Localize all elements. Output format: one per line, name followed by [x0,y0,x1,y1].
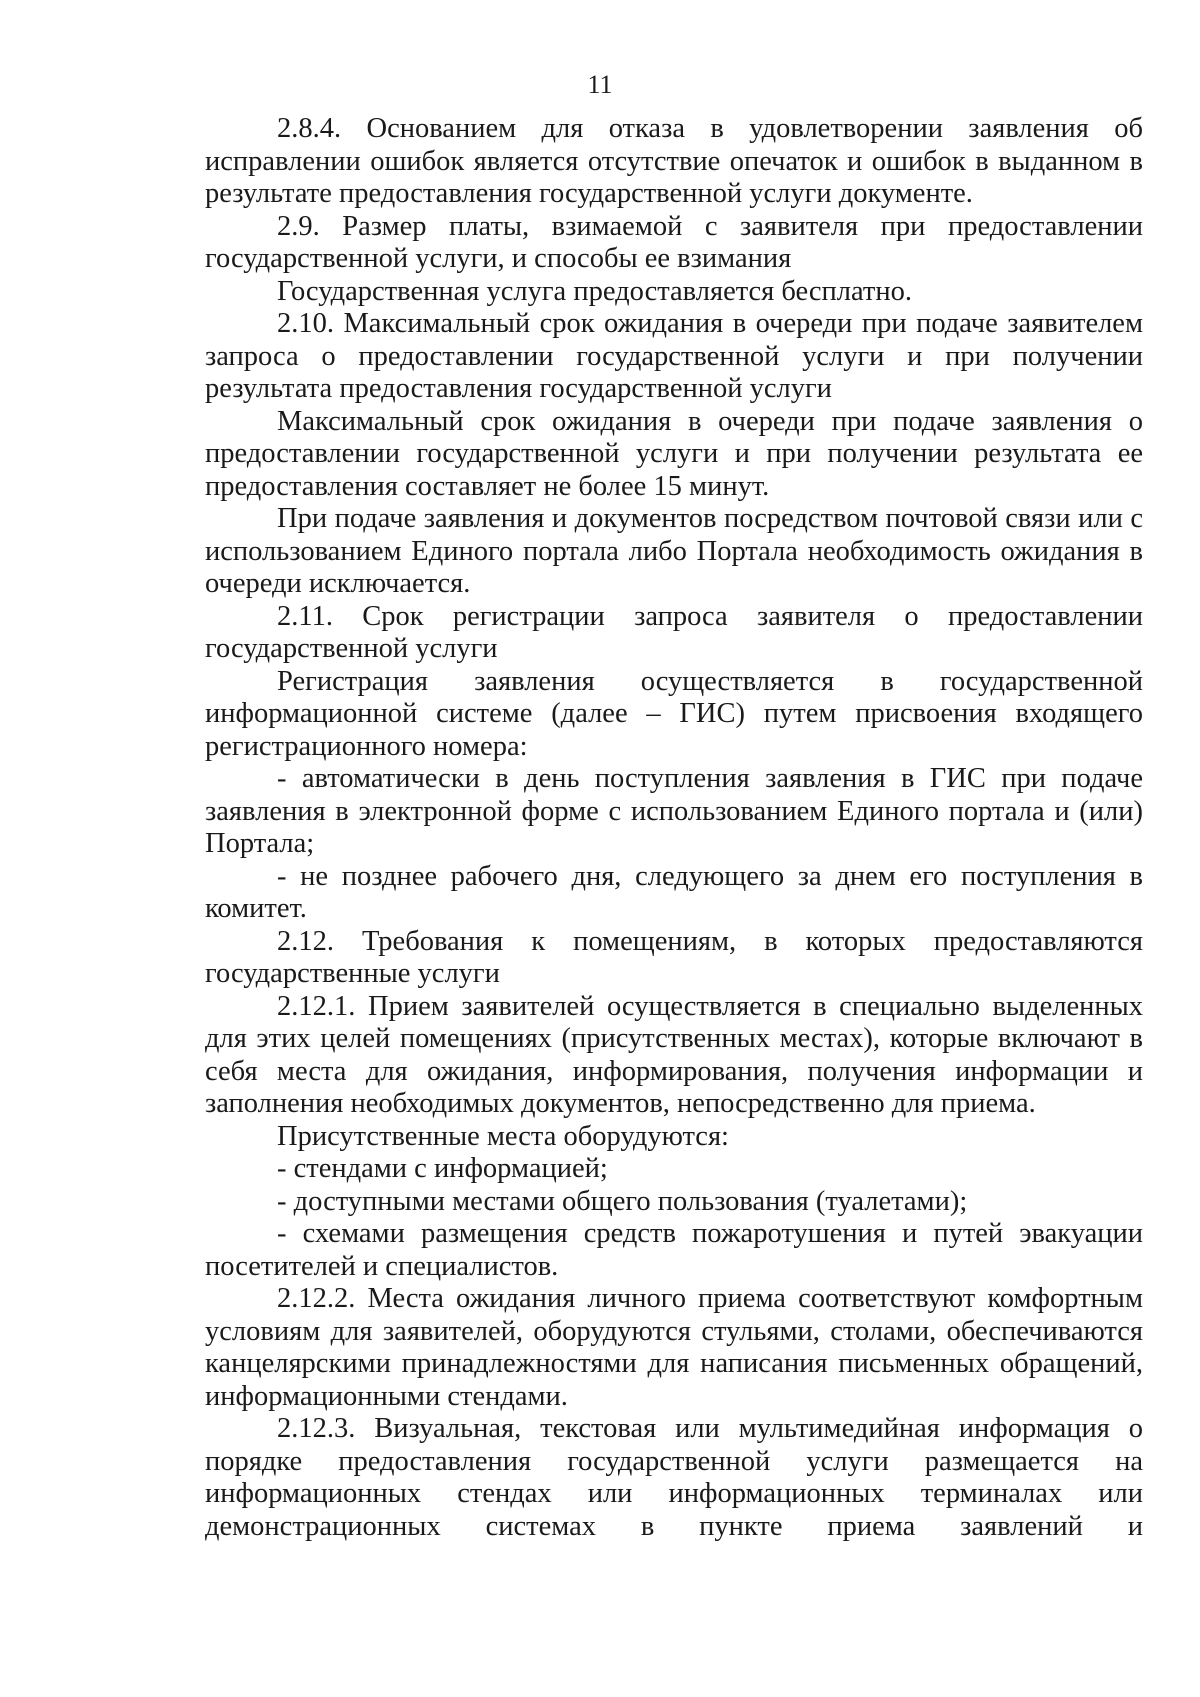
heading-2-12: 2.12. Требования к помещениям, в которых предоставляются государственные услуги [205,925,1143,989]
list-item-next-day: - не позднее рабочего дня, следующего за днем его поступления в комитет. [205,860,1143,924]
paragraph-equipment: Присутственные места оборудуются: [277,1120,729,1152]
paragraph-wait-time: Максимальный срок ожидания в очереди при подаче заявления о предоставлении государственной услуги и при получении результата ее предоставления составляет не более 15 минут. [205,405,1143,502]
paragraph-2-12-3: 2.12.3. Визуальная, текстовая или мультимедийная информация о порядке предоставления государственной услуги размещается на информационных стендах или информационных терминалах или демонстрационных системах в пункте приема заявлений и [205,1413,1143,1542]
paragraph-postal: При подаче заявления и документов посредством почтовой связи или с использованием Единого портала либо Портала необходимость ожидания в очереди исключается. [205,503,1143,599]
paragraph-fee: Государственная услуга предоставляется бесплатно. [277,275,913,307]
page-number: 11 [587,70,613,99]
document-body [205,113,1143,1543]
paragraph-2-12-2: 2.12.2. Места ожидания личного приема соответствуют комфортным условиям для заявителей, оборудуются стульями, столами, обеспечиваются канцелярскими принадлежностями для написания письменных обращений, информационными стендами. [205,1283,1143,1412]
list-item-evacuation: - схемами размещения средств пожаротушения и путей эвакуации посетителей и специалистов. [205,1218,1143,1282]
heading-2-11: 2.11. Срок регистрации запроса заявителя о предоставлении государственной услуги [205,600,1143,664]
list-item-toilets: - доступными местами общего пользования (туалетами); [277,1185,968,1217]
list-item-stands: - стендами с информацией; [277,1153,608,1184]
paragraph-2-12-1: 2.12.1. Прием заявителей осуществляется в специально выделенных для этих целей помещениях (присутственных местах), которые включают в себя места для ожидания, информирования, получения информации и заполнения необходимых документов, непосредственно для приема. [205,990,1143,1119]
heading-2-9: 2.9. Размер платы, взимаемой с заявителя при предоставлении государственной услуги, и способы ее взимания [205,210,1143,274]
list-item-automatic: - автоматически в день поступления заявления в ГИС при подаче заявления в электронной форме с использованием Единого портала и (или) Портала; [205,763,1143,859]
paragraph-2-8-4: 2.8.4. Основанием для отказа в удовлетворении заявления об исправлении ошибок является отсутствие опечаток и ошибок в выданном в результате предоставления государственной услуги документе. [205,113,1143,209]
paragraph-registration: Регистрация заявления осуществляется в государственной информационной системе (далее – ГИС) путем присвоения входящего регистрационного номера: [205,665,1143,762]
heading-2-10: 2.10. Максимальный срок ожидания в очереди при подаче заявителем запроса о предоставлении государственной услуги и при получении результата предоставления государственной услуги [205,308,1143,404]
